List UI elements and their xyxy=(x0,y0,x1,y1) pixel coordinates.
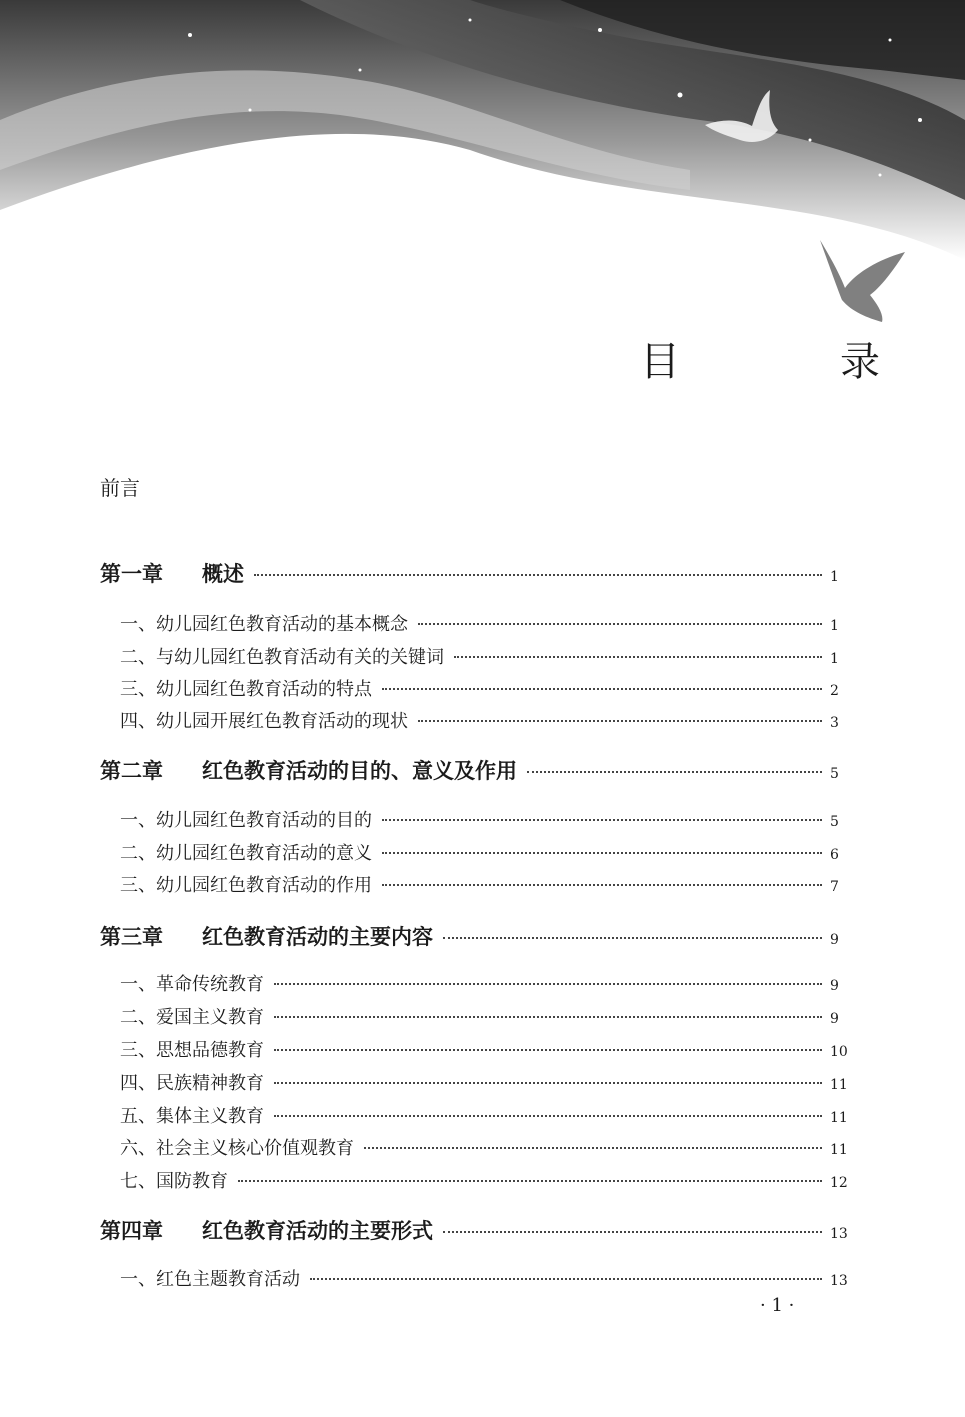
page-number: 11 xyxy=(830,1110,848,1126)
chapter-title: 红色教育活动的主要内容 xyxy=(202,924,433,949)
section-label: 四、幼儿园开展红色教育活动的现状 xyxy=(120,711,408,732)
section-label: 一、红色主题教育活动 xyxy=(120,1269,300,1290)
chapter-title: 红色教育活动的目的、意义及作用 xyxy=(202,758,517,783)
page-title: 目 录 xyxy=(640,339,940,385)
page-folio: · 1 · xyxy=(760,1295,795,1316)
page-number: 6 xyxy=(830,847,839,863)
toc-section[interactable] xyxy=(100,1167,850,1193)
chapter-title: 概述 xyxy=(202,561,244,586)
section-label: 三、幼儿园红色教育活动的特点 xyxy=(120,679,372,700)
table-of-contents xyxy=(100,0,850,1300)
dot-leader xyxy=(274,983,822,985)
chapter-number: 第四章 xyxy=(100,1218,163,1243)
section-label: 三、思想品德教育 xyxy=(120,1040,264,1061)
dot-leader xyxy=(382,688,822,690)
dot-leader xyxy=(418,623,822,625)
page-number: 7 xyxy=(830,879,839,895)
page-number: 12 xyxy=(830,1175,848,1191)
dot-leader xyxy=(382,819,822,821)
section-label: 六、社会主义核心价值观教育 xyxy=(120,1138,354,1159)
toc-section[interactable] xyxy=(100,643,850,669)
chapter-title: 红色教育活动的主要形式 xyxy=(202,1218,433,1243)
page-number: 3 xyxy=(830,715,839,731)
page-number: 11 xyxy=(830,1142,848,1158)
toc-chapter-1[interactable] xyxy=(100,558,850,588)
page-number: 9 xyxy=(830,1011,839,1027)
dot-leader xyxy=(382,852,822,854)
dot-leader xyxy=(454,656,822,658)
dot-leader xyxy=(382,884,822,886)
toc-section[interactable] xyxy=(100,970,850,996)
toc-section[interactable] xyxy=(100,1102,850,1128)
toc-section[interactable] xyxy=(100,1003,850,1029)
section-label: 一、幼儿园红色教育活动的基本概念 xyxy=(120,614,408,635)
section-label: 一、革命传统教育 xyxy=(120,974,264,995)
dot-leader xyxy=(443,1231,822,1233)
chapter-number: 第二章 xyxy=(100,758,163,783)
dot-leader xyxy=(364,1147,822,1149)
toc-section[interactable] xyxy=(100,1134,850,1160)
toc-section[interactable] xyxy=(100,707,850,733)
chapter-number: 第三章 xyxy=(100,924,163,949)
section-label: 二、与幼儿园红色教育活动有关的关键词 xyxy=(120,647,444,668)
page-number: 9 xyxy=(830,978,839,994)
page-number: 9 xyxy=(830,932,839,948)
section-label: 四、民族精神教育 xyxy=(120,1073,264,1094)
page-number: 1 xyxy=(830,651,839,667)
section-label: 一、幼儿园红色教育活动的目的 xyxy=(120,810,372,831)
page-number: 1 xyxy=(830,569,839,585)
section-label: 三、幼儿园红色教育活动的作用 xyxy=(120,875,372,896)
toc-section[interactable] xyxy=(100,1036,850,1062)
page-number: 13 xyxy=(830,1226,848,1242)
dot-leader xyxy=(443,937,822,939)
page-number: 2 xyxy=(830,683,839,699)
dot-leader xyxy=(418,720,822,722)
dot-leader xyxy=(238,1180,822,1182)
dot-leader xyxy=(527,771,822,773)
dot-leader xyxy=(274,1049,822,1051)
toc-section[interactable] xyxy=(100,806,850,832)
toc-chapter-4[interactable] xyxy=(100,1215,850,1245)
toc-section[interactable] xyxy=(100,839,850,865)
section-label: 七、国防教育 xyxy=(120,1171,228,1192)
page-number: 5 xyxy=(830,766,839,782)
toc-section[interactable] xyxy=(100,675,850,701)
chapter-number: 第一章 xyxy=(100,561,163,586)
toc-section[interactable] xyxy=(100,610,850,636)
toc-chapter-2[interactable] xyxy=(100,755,850,785)
dot-leader xyxy=(310,1278,822,1280)
page-number: 1 xyxy=(830,618,839,634)
section-label: 五、集体主义教育 xyxy=(120,1106,264,1127)
dot-leader xyxy=(274,1016,822,1018)
page-number: 5 xyxy=(830,814,839,830)
page-number: 11 xyxy=(830,1077,848,1093)
preface-entry[interactable]: 前言 xyxy=(100,476,140,500)
dot-leader xyxy=(274,1115,822,1117)
toc-section[interactable] xyxy=(100,1265,850,1291)
page-number: 13 xyxy=(830,1273,848,1289)
toc-section[interactable] xyxy=(100,1069,850,1095)
dot-leader xyxy=(274,1082,822,1084)
section-label: 二、爱国主义教育 xyxy=(120,1007,264,1028)
toc-section[interactable] xyxy=(100,871,850,897)
page-number: 10 xyxy=(830,1044,848,1060)
section-label: 二、幼儿园红色教育活动的意义 xyxy=(120,843,372,864)
dot-leader xyxy=(254,574,822,576)
toc-chapter-3[interactable] xyxy=(100,921,850,951)
